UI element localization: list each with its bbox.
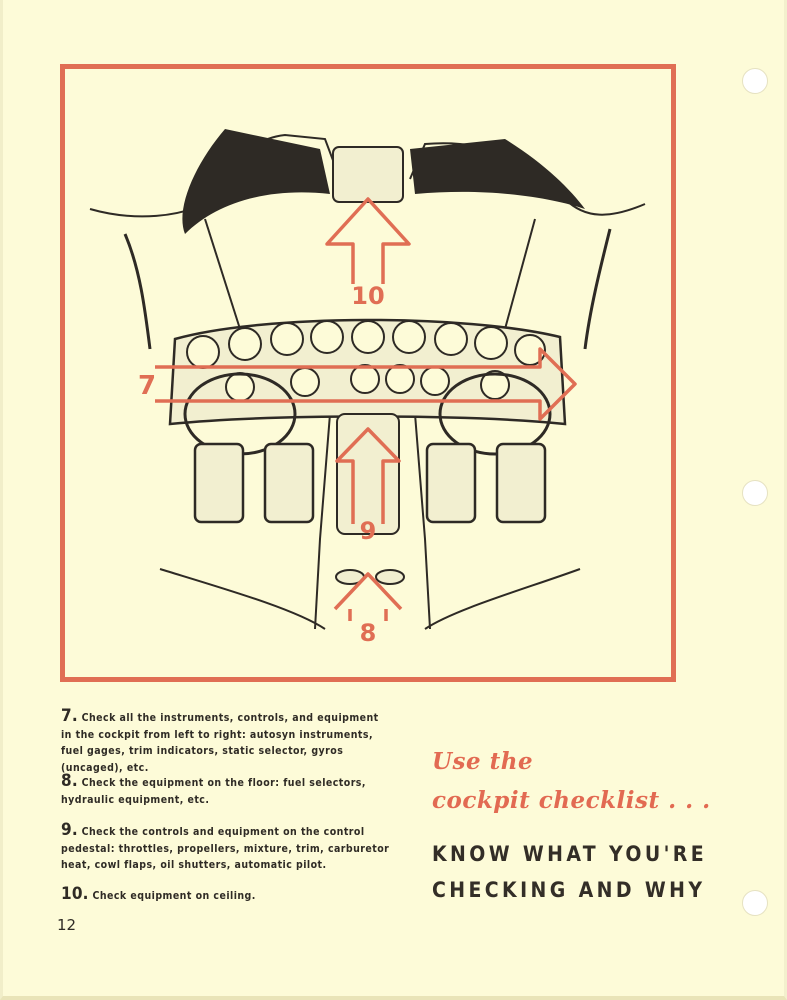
canopy-dark-right bbox=[410, 139, 585, 209]
pedestal-body bbox=[337, 414, 399, 534]
gauge-4 bbox=[311, 321, 343, 353]
item-number: 9. bbox=[61, 820, 78, 840]
windshield-right-post bbox=[585, 229, 610, 349]
gauge-13 bbox=[386, 365, 414, 393]
gauge-6 bbox=[393, 321, 425, 353]
callout-7: 7 bbox=[137, 371, 157, 401]
arrow-10 bbox=[327, 199, 409, 284]
item-number: 7. bbox=[61, 706, 78, 726]
binder-hole-bottom bbox=[742, 890, 768, 916]
checklist-item-7 bbox=[61, 708, 393, 776]
gauge-3 bbox=[271, 323, 303, 355]
gauge-2 bbox=[229, 328, 261, 360]
floor-line-right bbox=[425, 569, 580, 629]
callout-8: 8 bbox=[359, 619, 377, 647]
checklist-item-9 bbox=[61, 822, 393, 874]
gauge-11 bbox=[291, 368, 319, 396]
cockpit-illustration bbox=[60, 64, 676, 682]
binder-hole-top bbox=[742, 68, 768, 94]
item-text: Check equipment on ceiling. bbox=[92, 890, 256, 902]
slogan-caps-line-1: KNOW WHAT YOU'RE bbox=[432, 842, 708, 866]
gauge-1 bbox=[187, 336, 219, 368]
cockpit-drawing bbox=[65, 69, 671, 677]
item-text: Check all the instruments, controls, and equipment in the cockpit from left to right: autosyn instruments, fuel gages, trim indicators, static selector, gyros (uncaged), etc. bbox=[61, 712, 379, 774]
gauge-8 bbox=[475, 327, 507, 359]
pedal-right-1 bbox=[427, 444, 475, 522]
checklist-item-8 bbox=[61, 773, 393, 808]
callout-10: 10 bbox=[351, 282, 385, 310]
item-text: Check the equipment on the floor: fuel selectors, hydraulic equipment, etc. bbox=[61, 777, 366, 806]
item-number: 8. bbox=[61, 771, 78, 791]
slogan-caps-line-2: CHECKING AND WHY bbox=[432, 878, 706, 902]
checklist-item-10 bbox=[61, 886, 393, 905]
gauge-12 bbox=[351, 365, 379, 393]
floor-selector-2 bbox=[376, 570, 404, 584]
pedal-left-2 bbox=[265, 444, 313, 522]
slogan-script-line-2: cockpit checklist . . . bbox=[432, 787, 711, 814]
floor-line-left bbox=[160, 569, 325, 629]
binder-hole-middle bbox=[742, 480, 768, 506]
item-number: 10. bbox=[61, 884, 89, 904]
gauge-5 bbox=[352, 321, 384, 353]
pedal-left-1 bbox=[195, 444, 243, 522]
slogan-script-line-1: Use the bbox=[432, 748, 534, 775]
windshield-left-frame bbox=[205, 219, 240, 329]
gauge-14 bbox=[421, 367, 449, 395]
item-text: Check the controls and equipment on the control pedestal: throttles, propellers, mixture, trim, carburetor heat, cowl flaps, oil shutters, automatic pilot. bbox=[61, 826, 390, 871]
page-number: 12 bbox=[57, 916, 77, 934]
pedal-right-2 bbox=[497, 444, 545, 522]
gauge-10 bbox=[226, 373, 254, 401]
canopy-dark bbox=[182, 129, 330, 234]
gauge-7 bbox=[435, 323, 467, 355]
windshield-left-post bbox=[125, 234, 150, 349]
windshield-right-frame bbox=[505, 219, 535, 329]
ceiling-panel bbox=[333, 147, 403, 202]
callout-9: 9 bbox=[359, 517, 377, 545]
